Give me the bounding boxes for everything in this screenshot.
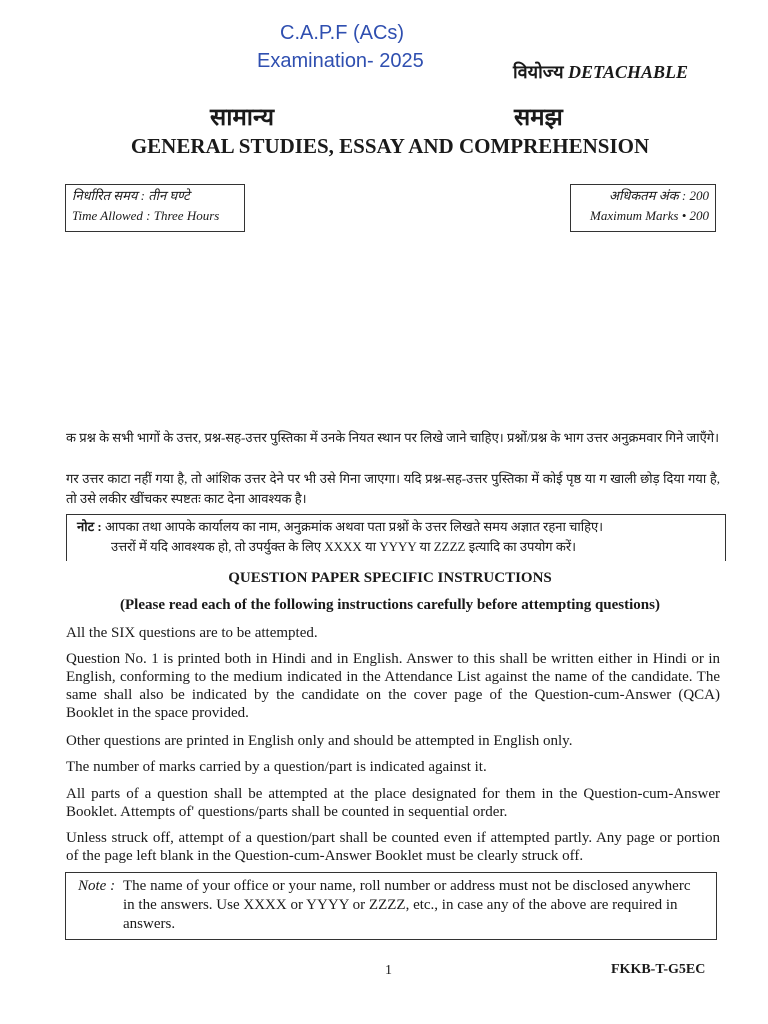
paper-code: FKKB-T-G5EC — [611, 962, 706, 977]
detachable-label — [513, 60, 688, 84]
page-number: 1 — [385, 963, 392, 978]
time-allowed-english: Time Allowed : Three Hours — [72, 208, 220, 223]
detachable-english: DETACHABLE — [568, 62, 689, 82]
hindi-note-box — [66, 514, 726, 561]
note-box — [65, 872, 717, 940]
hindi-note-text2: उत्तरों में यदि आवश्यक हो, तो उपर्युक्त के लिए XXXX या YYYY या ZZZZ इत्यादि का उपयोग करें। — [111, 539, 577, 554]
instructions-title: QUESTION PAPER SPECIFIC INSTRUCTIONS — [228, 570, 552, 586]
instruction-item: Question No. 1 is printed both in Hindi and in English. Answer to this shall be written either in Hindi or in English, conforming to the medium indicated in the Attendance List against the name of the candidate. The same shall also be indicated by the candidate on the cover page of the Question-cum-Answer (QCA) Booklet in the space provided. — [66, 651, 720, 721]
instruction-item: Other questions are printed in English only and should be attempted in English only. — [66, 733, 573, 749]
title-hindi-part2: समझ — [514, 105, 563, 131]
time-allowed-box — [65, 184, 245, 232]
note-label: Note : — [78, 878, 116, 894]
page-title: GENERAL STUDIES, ESSAY AND COMPREHENSION — [130, 134, 650, 158]
hindi-note-line1 — [77, 517, 725, 537]
exam-name-line2: Examination- 2025 — [257, 50, 424, 72]
instruction-item: All parts of a question shall be attempted at the place designated for them in the Question-cum-Answer Booklet. Attempts of' questions/parts shall be counted in sequential order. — [66, 786, 720, 820]
maximum-marks-hindi: अधिकतम अंक : 200 — [609, 188, 709, 203]
instruction-item: All the SIX questions are to be attempted. — [66, 625, 318, 641]
time-allowed-hindi: निर्धारित समय : तीन घण्टे — [72, 188, 190, 203]
title-hindi-part1: सामान्य — [210, 105, 275, 131]
instruction-item: The number of marks carried by a question/part is indicated against it. — [66, 759, 487, 775]
instructions-subtitle: (Please read each of the following instructions carefully before attempting questions) — [120, 597, 660, 613]
hindi-instruction-para1: क प्रश्न के सभी भागों के उत्तर, प्रश्न-सह-उत्तर पुस्तिका में उनके नियत स्थान पर लिखे जाने चाहिए। प्रश्नों/प्रश्न के भाग उत्तर अनुक्रमवार गिने जाएँगे। — [66, 430, 720, 445]
hindi-note-label: नोट : — [77, 519, 102, 534]
detachable-hindi: वियोज्य — [513, 62, 564, 82]
hindi-note-text1: आपका तथा आपके कार्यालय का नाम, अनुक्रमांक अथवा पता प्रश्नों के उत्तर लिखते समय अज्ञात रहना चाहिए। — [104, 519, 604, 534]
maximum-marks-english: Maximum Marks • 200 — [589, 208, 709, 223]
exam-name-line1: C.A.P.F (ACs) — [280, 22, 405, 44]
maximum-marks-box — [570, 184, 716, 232]
hindi-instruction-para2: गर उत्तर काटा नहीं गया है, तो आंशिक उत्तर देने पर भी उसे गिना जाएगा। यदि प्रश्न-सह-उत्तर पुस्तिका में कोई पृष्ठ या ग खाली छोड़ दिया गया है, तो उसे लकीर खींचकर स्पष्टतः काट देना आवश्यक है। — [66, 471, 720, 506]
instruction-item: Unless struck off, attempt of a question/part shall be counted even if attempted partly. Any page or portion of the page left blank in the Question-cum-Answer Booklet must be clearly struck off. — [66, 830, 720, 864]
note-text: The name of your office or your name, roll number or address must not be disclosed anywherc in the answers. Use XXXX or YYYY or ZZZZ, etc., in case any of the above are required in answers. — [123, 878, 691, 932]
